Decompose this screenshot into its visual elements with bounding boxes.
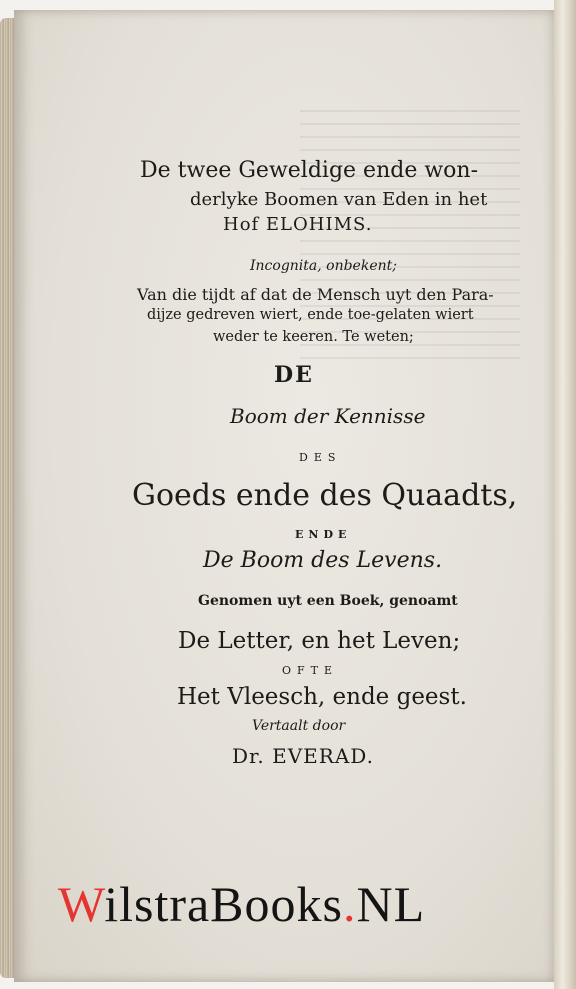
ofte-label: OFTE <box>282 664 339 677</box>
watermark-dot: . <box>343 876 357 932</box>
de-heading: DE <box>274 362 314 388</box>
watermark-w: W <box>58 876 105 932</box>
incognita-line: Incognita, onbekent; <box>250 258 397 274</box>
genomen-line: Genomen uyt een Boek, genoamt <box>198 593 458 609</box>
vertaalt-line: Vertaalt door <box>252 718 346 734</box>
watermark-name: ilstraBooks <box>104 876 343 932</box>
ende-label: ENDE <box>295 528 352 541</box>
goeds-line: Goeds ende des Quaadts, <box>132 478 518 513</box>
author-line: Dr. EVERAD. <box>232 744 374 768</box>
subtitle-line-1: Van die tijdt af dat de Mensch uyt den Para- <box>137 285 494 304</box>
watermark-tld: NL <box>356 876 426 932</box>
boom-des-levens: De Boom des Levens. <box>203 548 443 573</box>
subtitle-line-2: dijze gedreven wiert, ende toe-gelaten wiert <box>147 307 474 323</box>
boom-der-kennisse: Boom der Kennisse <box>230 404 426 428</box>
title-line-2: derlyke Boomen van Eden in het <box>190 189 488 210</box>
letter-line: De Letter, en het Leven; <box>178 628 461 654</box>
wilstrabooks-watermark <box>58 875 425 933</box>
title-line-1: De twee Geweldige ende won- <box>140 158 479 183</box>
des-label: DES <box>299 451 342 464</box>
subtitle-line-3: weder te keeren. Te weten; <box>213 329 414 345</box>
vleesch-line: Het Vleesch, ende geest. <box>177 684 467 710</box>
title-line-3: Hof ELOHIMS. <box>223 214 373 235</box>
binding-edge <box>554 0 576 989</box>
